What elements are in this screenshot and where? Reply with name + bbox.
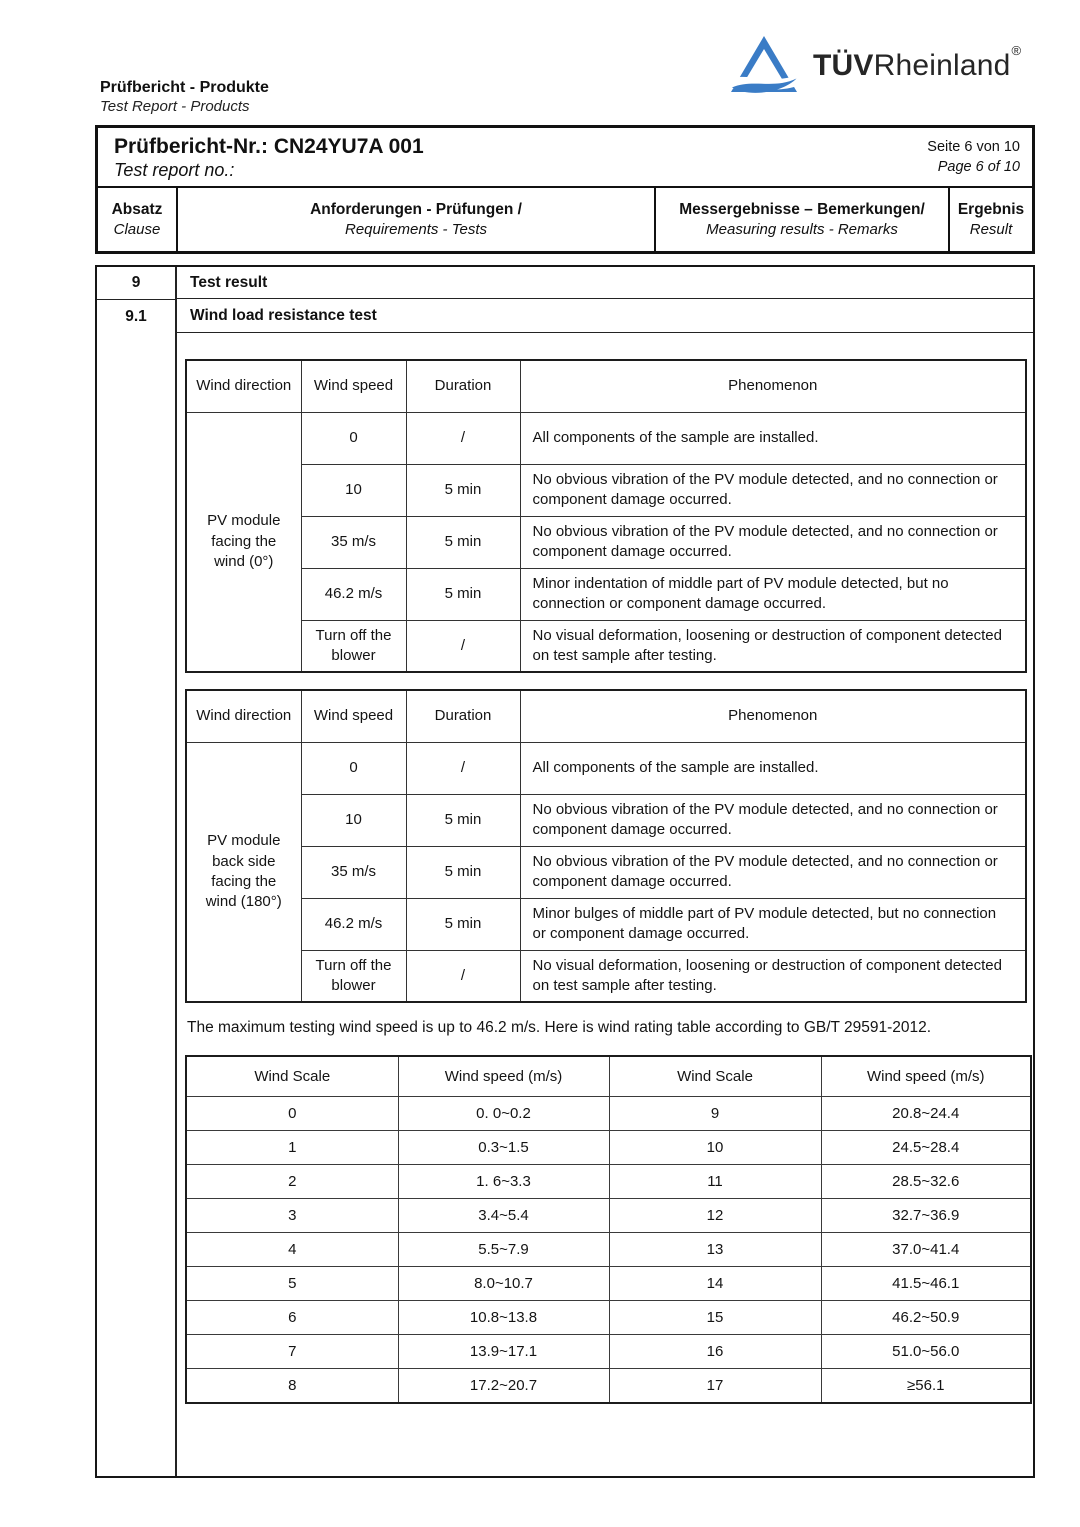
scale-cell: 16 (609, 1335, 821, 1369)
scale-cell: 6 (186, 1301, 398, 1335)
speed-range-cell: 3.4~5.4 (398, 1199, 609, 1233)
table-row (186, 1165, 1031, 1199)
speed-range-cell: 10.8~13.8 (398, 1301, 609, 1335)
wind-scale-table (185, 1055, 1032, 1404)
scale-cell: 7 (186, 1335, 398, 1369)
phenomenon-cell: Minor indentation of middle part of PV module detected, but no connection or component damage occurred. (520, 568, 1026, 620)
document-type-label (100, 78, 269, 116)
header-wind-speed: Wind speed (301, 690, 406, 742)
report-number (114, 135, 424, 186)
column-header-result (950, 188, 1032, 251)
scale-cell: 17 (609, 1369, 821, 1404)
table-header-row (186, 360, 1026, 412)
column-header-clause (98, 188, 178, 251)
clause-9-1: 9.1 (125, 308, 147, 325)
column-header-clause-de: Absatz (111, 200, 163, 218)
scale-cell: 2 (186, 1165, 398, 1199)
page-indicator-en: Page 6 of 10 (937, 159, 1020, 176)
scale-cell: 11 (609, 1165, 821, 1199)
duration-cell: 5 min (406, 568, 520, 620)
header-wind-speed-1: Wind speed (m/s) (398, 1056, 609, 1097)
speed-range-cell: 41.5~46.1 (821, 1267, 1031, 1301)
column-header-result-de: Ergebnis (957, 200, 1025, 218)
duration-cell: 5 min (406, 794, 520, 846)
table-row (186, 898, 1026, 950)
speed-range-cell: 0.3~1.5 (398, 1131, 609, 1165)
scale-cell: 9 (609, 1097, 821, 1131)
table-row (186, 1131, 1031, 1165)
report-body (95, 265, 1035, 1478)
scale-cell: 14 (609, 1267, 821, 1301)
max-wind-speed-note: The maximum testing wind speed is up to 46.2 m/s. Here is wind rating table according to GB/T 29591-2012. (187, 1019, 932, 1036)
wind-direction-cell: PV module back side facing the wind (180°) (186, 742, 301, 1002)
table-header-row (186, 690, 1026, 742)
logo-wordmark (813, 43, 1022, 83)
wind-speed-cell: 46.2 m/s (301, 568, 406, 620)
duration-cell: 5 min (406, 464, 520, 516)
header-wind-speed: Wind speed (301, 360, 406, 412)
table-row (186, 1301, 1031, 1335)
report-number-row (98, 128, 1032, 188)
speed-range-cell: 37.0~41.4 (821, 1233, 1031, 1267)
scale-cell: 10 (609, 1131, 821, 1165)
header-duration: Duration (406, 690, 520, 742)
speed-range-cell: 51.0~56.0 (821, 1335, 1031, 1369)
table-row (186, 742, 1026, 794)
clause-9: 9 (97, 267, 175, 300)
phenomenon-cell: No visual deformation, loosening or destruction of component detected on test sample after testing. (520, 950, 1026, 1002)
header-wind-scale-1: Wind Scale (186, 1056, 398, 1097)
wind-test-table-front (185, 359, 1027, 673)
table-row (186, 1233, 1031, 1267)
duration-cell: 5 min (406, 516, 520, 568)
table-row (186, 1335, 1031, 1369)
phenomenon-cell: No visual deformation, loosening or destruction of component detected on test sample after testing. (520, 620, 1026, 672)
logo-word-tuv: TÜV (813, 49, 874, 82)
wind-speed-cell: 35 m/s (301, 846, 406, 898)
wind-test-table-back (185, 689, 1027, 1003)
table-row (186, 846, 1026, 898)
column-header-requirements-en: Requirements - Tests (344, 220, 487, 238)
registered-trademark-icon: ® (1011, 43, 1022, 58)
speed-range-cell: 28.5~32.6 (821, 1165, 1031, 1199)
table-row (186, 1199, 1031, 1233)
speed-range-cell: 0. 0~0.2 (398, 1097, 609, 1131)
column-header-results-en: Measuring results - Remarks (706, 220, 898, 238)
table-row (186, 412, 1026, 464)
speed-range-cell: 20.8~24.4 (821, 1097, 1031, 1131)
wind-speed-cell: 10 (301, 464, 406, 516)
report-number-de: Prüfbericht-Nr.: CN24YU7A 001 (114, 135, 424, 158)
speed-range-cell: 1. 6~3.3 (398, 1165, 609, 1199)
header-wind-direction: Wind direction (186, 690, 301, 742)
report-header-box (95, 125, 1035, 254)
phenomenon-cell: Minor bulges of middle part of PV module detected, but no connection or component damage occurred. (520, 898, 1026, 950)
duration-cell: 5 min (406, 898, 520, 950)
duration-cell: 5 min (406, 846, 520, 898)
table-header-row (186, 1056, 1031, 1097)
table-row (186, 1097, 1031, 1131)
report-number-en: Test report no.: (114, 160, 235, 180)
duration-cell: / (406, 412, 520, 464)
wind-speed-cell: Turn off the blower (301, 950, 406, 1002)
phenomenon-cell: No obvious vibration of the PV module detected, and no connection or component damage occurred. (520, 516, 1026, 568)
document-type-de: Prüfbericht - Produkte (100, 79, 269, 96)
phenomenon-cell: No obvious vibration of the PV module detected, and no connection or component damage occurred. (520, 464, 1026, 516)
table-row (186, 516, 1026, 568)
table-row (186, 794, 1026, 846)
duration-cell: / (406, 950, 520, 1002)
scale-cell: 13 (609, 1233, 821, 1267)
phenomenon-cell: All components of the sample are installed. (520, 412, 1026, 464)
table-row (186, 620, 1026, 672)
wind-speed-cell: 0 (301, 742, 406, 794)
page-indicator (927, 135, 1020, 186)
scale-cell: 12 (609, 1199, 821, 1233)
requirements-column (177, 267, 1033, 1476)
header-wind-scale-2: Wind Scale (609, 1056, 821, 1097)
section-title-wind-load: Wind load resistance test (177, 299, 1033, 333)
speed-range-cell: 46.2~50.9 (821, 1301, 1031, 1335)
speed-range-cell: 24.5~28.4 (821, 1131, 1031, 1165)
wind-direction-cell: PV module facing the wind (0°) (186, 412, 301, 672)
header-wind-direction: Wind direction (186, 360, 301, 412)
speed-range-cell: 32.7~36.9 (821, 1199, 1031, 1233)
wind-speed-cell: 0 (301, 412, 406, 464)
wind-speed-cell: Turn off the blower (301, 620, 406, 672)
phenomenon-cell: No obvious vibration of the PV module detected, and no connection or component damage occurred. (520, 794, 1026, 846)
wind-speed-cell: 10 (301, 794, 406, 846)
phenomenon-cell: All components of the sample are installed. (520, 742, 1026, 794)
duration-cell: / (406, 620, 520, 672)
speed-range-cell: 17.2~20.7 (398, 1369, 609, 1404)
scale-cell: 4 (186, 1233, 398, 1267)
scale-cell: 1 (186, 1131, 398, 1165)
table-row (186, 464, 1026, 516)
speed-range-cell: 13.9~17.1 (398, 1335, 609, 1369)
scale-cell: 15 (609, 1301, 821, 1335)
header-phenomenon: Phenomenon (520, 690, 1026, 742)
section-title-test-result: Test result (177, 267, 1033, 299)
speed-range-cell: ≥56.1 (821, 1369, 1031, 1404)
scale-cell: 0 (186, 1097, 398, 1131)
table-row (186, 568, 1026, 620)
table-row (186, 950, 1026, 1002)
page-indicator-de: Seite 6 von 10 (927, 139, 1020, 155)
header-phenomenon: Phenomenon (520, 360, 1026, 412)
header-wind-speed-2: Wind speed (m/s) (821, 1056, 1031, 1097)
document-type-en: Test Report - Products (100, 97, 250, 115)
wind-speed-cell: 46.2 m/s (301, 898, 406, 950)
duration-cell: / (406, 742, 520, 794)
table-row (186, 1267, 1031, 1301)
scale-cell: 8 (186, 1369, 398, 1404)
table-row (186, 1369, 1031, 1404)
column-header-results-de: Messergebnisse – Bemerkungen/ (679, 200, 925, 218)
column-header-requirements (178, 188, 656, 251)
scale-cell: 3 (186, 1199, 398, 1233)
header-duration: Duration (406, 360, 520, 412)
phenomenon-cell: No obvious vibration of the PV module detected, and no connection or component damage occurred. (520, 846, 1026, 898)
logo-word-rheinland: Rheinland (873, 49, 1011, 82)
column-header-results (656, 188, 950, 251)
tuv-triangle-icon (728, 34, 800, 98)
speed-range-cell: 8.0~10.7 (398, 1267, 609, 1301)
column-header-result-en: Result (969, 220, 1013, 238)
clause-column (97, 267, 177, 1476)
wind-speed-cell: 35 m/s (301, 516, 406, 568)
column-header-clause-en: Clause (113, 220, 161, 238)
tuv-rheinland-logo (728, 34, 1020, 98)
column-header-requirements-de: Anforderungen - Prüfungen / (310, 200, 522, 218)
column-header-row (98, 188, 1032, 251)
scale-cell: 5 (186, 1267, 398, 1301)
section-content (177, 333, 1033, 1476)
speed-range-cell: 5.5~7.9 (398, 1233, 609, 1267)
